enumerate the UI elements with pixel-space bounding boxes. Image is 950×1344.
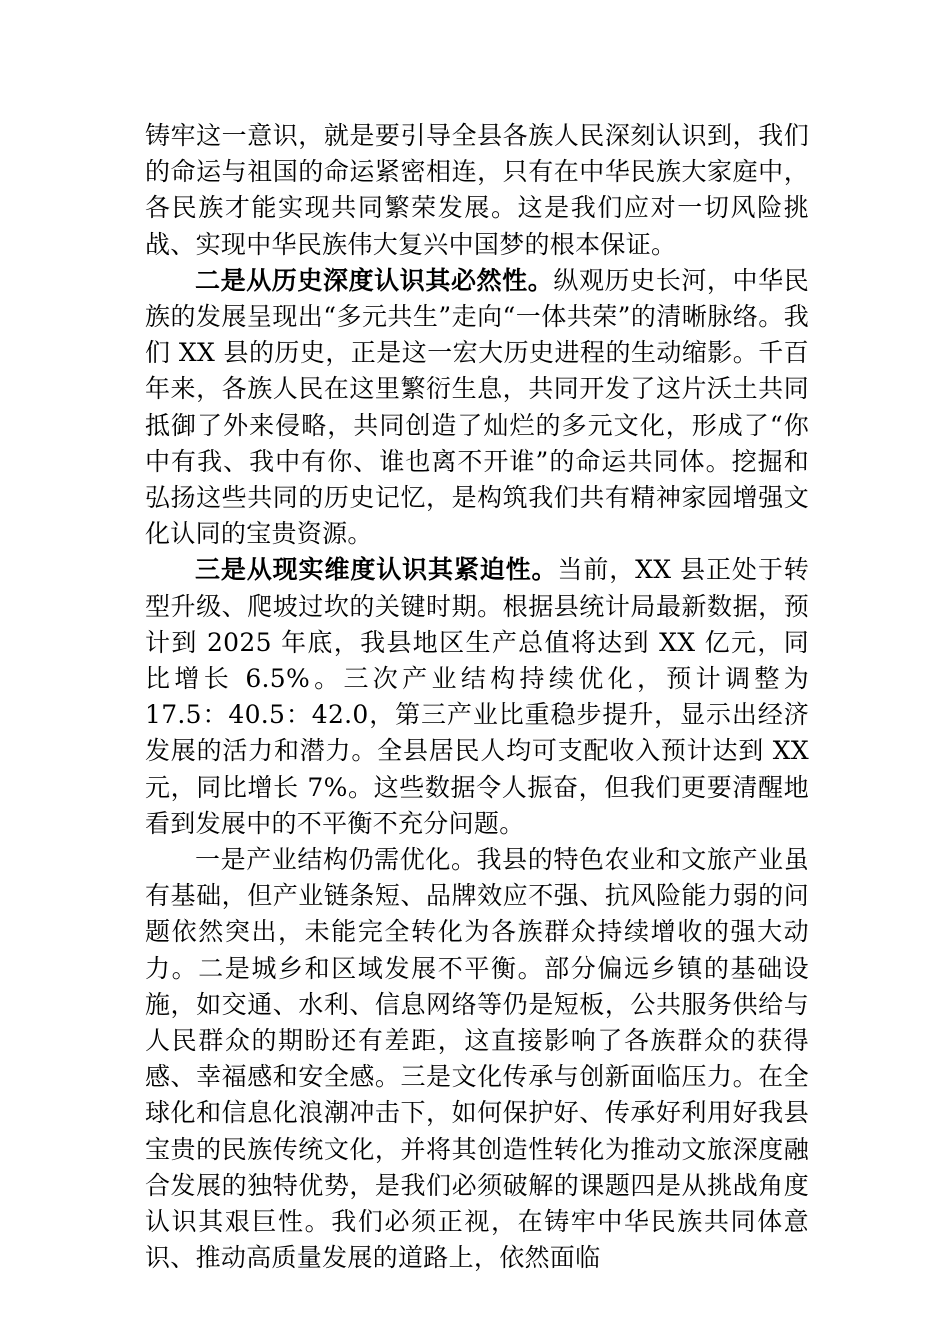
paragraph-1 (145, 118, 809, 263)
paragraph-3-heading: 三是从现实维度认识其紧迫性。 (195, 555, 558, 585)
paragraph-2-heading: 二是从历史深度认识其必然性。 (195, 265, 554, 295)
paragraph-2-text: 纵观历史长河，中华民族的发展呈现出“多元共生”走向“一体共荣”的清晰脉络。我们 XX 县的历史，正是这一宏大历史进程的生动缩影。千百年来，各族人民在这里繁衍生息，共同开发了这片沃土共同抵御了外来侵略，共同创造了灿烂的多元文化，形成了“你中有我、我中有你、谁也离不开谁”的命运共同体。挖掘和弘扬这些共同的历史记忆，是构筑我们共有精神家园增强文化认同的宝贵资源。 (145, 265, 809, 549)
paragraph-3-text: 当前，XX 县正处于转型升级、爬坡过坎的关键时期。根据县统计局最新数据，预计到 2025 年底，我县地区生产总值将达到 XX 亿元，同比增长 6.5%。三次产业结构持续优化，预计调整为 17.5：40.5：42.0，第三产业比重稳步提升，显示出经济发展的活力和潜力。全县居民人均可支配收入预计达到 XX 元，同比增长 7%。这些数据令人振奋，但我们更要清醒地看到发展中的不平衡不充分问题。 (145, 555, 810, 838)
paragraph-4 (145, 842, 809, 1276)
document-body (145, 118, 809, 1277)
paragraph-1-text: 铸牢这一意识，就是要引导全县各族人民深刻认识到，我们的命运与祖国的命运紧密相连，只有在中华民族大家庭中，各民族才能实现共同繁荣发展。这是我们应对一切风险挑战、实现中华民族伟大复兴中国梦的根本保证。 (145, 121, 809, 259)
paragraph-4-text: 一是产业结构仍需优化。我县的特色农业和文旅产业虽有基础，但产业链条短、品牌效应不强、抗风险能力弱的问题依然突出，未能完全转化为各族群众持续增收的强大动力。二是城乡和区域发展不平衡。部分偏远乡镇的基础设施，如交通、水利、信息网络等仍是短板，公共服务供给与人民群众的期盼还有差距，这直接影响了各族群众的获得感、幸福感和安全感。三是文化传承与创新面临压力。在全球化和信息化浪潮冲击下，如何保护好、传承好利用好我县宝贵的民族传统文化，并将其创造性转化为推动文旅深度融合发展的独特优势，是我们必须破解的课题四是从挑战角度认识其艰巨性。我们必须正视，在铸牢中华民族共同体意识、推动高质量发展的道路上，依然面临 (145, 845, 809, 1273)
paragraph-3 (145, 552, 809, 842)
paragraph-2 (145, 263, 809, 553)
